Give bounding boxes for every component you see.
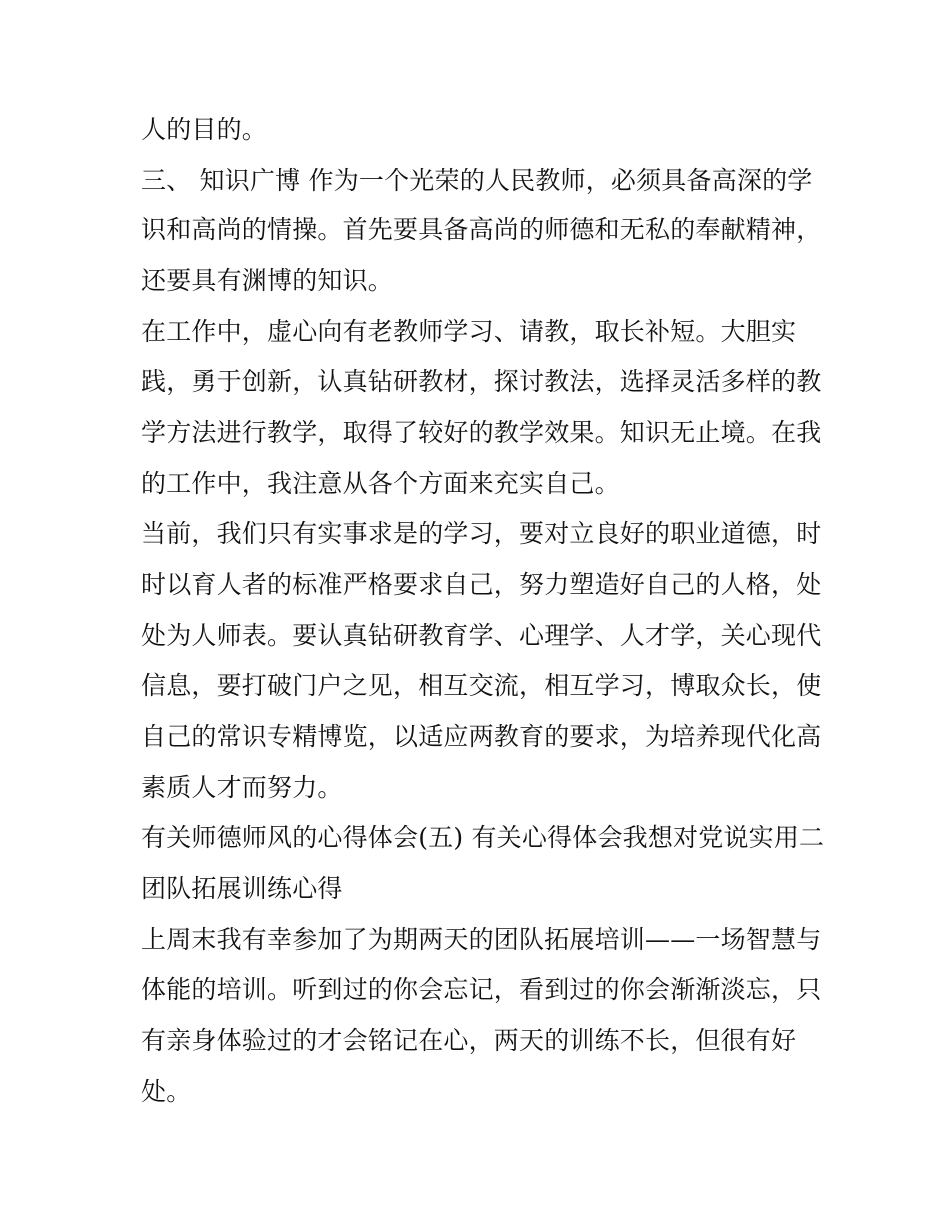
text-line: 识和高尚的情操。首先要具备高尚的师德和无私的奉献精神， [141, 215, 822, 244]
text-line: 素质人才而努力。 [141, 773, 343, 802]
text-line: 学方法进行教学，取得了较好的教学效果。知识无止境。在我 [141, 418, 822, 447]
text-line: 的工作中，我注意从各个方面来充实自己。 [141, 469, 620, 498]
text-line: 有亲身体验过的才会铭记在心，两天的训练不长，但很有好 [141, 1026, 797, 1055]
text-line: 自己的常识专精博览，以适应两教育的要求，为培养现代化高 [141, 722, 822, 751]
text-line: 当前，我们只有实事求是的学习，要对立良好的职业道德，时 [141, 519, 822, 548]
text-line: 践，勇于创新，认真钻研教材，探讨教法，选择灵活多样的教 [141, 367, 822, 396]
text-line: 三、 知识广博 作为一个光荣的人民教师，必须具备高深的学 [141, 166, 813, 195]
text-line: 时以育人者的标准严格要求自己，努力塑造好自己的人格，处 [141, 570, 822, 599]
text-line: 团队拓展训练心得 [141, 874, 343, 903]
text-line: 人的目的。 [141, 115, 268, 144]
text-line: 有关师德师风的心得体会(五) 有关心得体会我想对党说实用二 [141, 823, 825, 852]
text-line: 体能的培训。听到过的你会忘记，看到过的你会渐渐淡忘，只 [141, 975, 822, 1004]
text-line: 处。 [141, 1077, 192, 1106]
text-line: 上周末我有幸参加了为期两天的团队拓展培训——一场智慧与 [141, 925, 822, 954]
text-line: 信息，要打破门户之见，相互交流，相互学习，博取众长，使 [141, 671, 822, 700]
text-line: 处为人师表。要认真钻研教育学、心理学、人才学，关心现代 [141, 621, 822, 650]
text-line: 在工作中，虚心向有老教师学习、请教，取长补短。大胆实 [141, 317, 797, 346]
text-line: 还要具有渊博的知识。 [141, 266, 394, 295]
